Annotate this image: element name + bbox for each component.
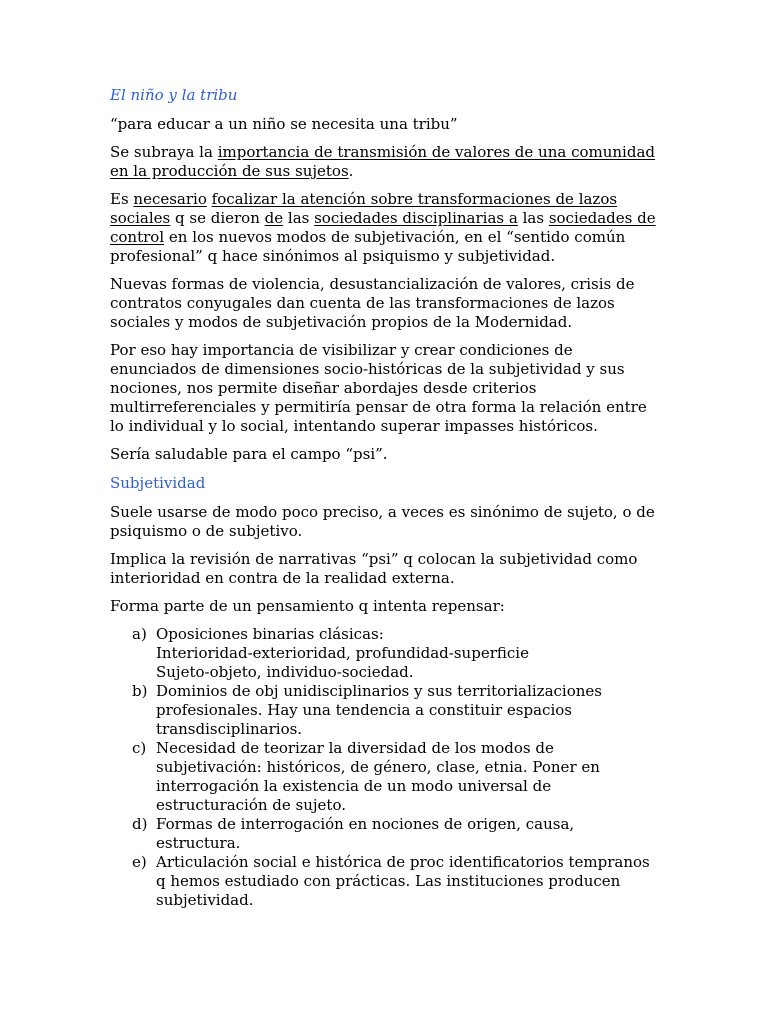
text-run: Es [110,190,134,208]
list-item-line: Sujeto-objeto, individuo-sociedad. [156,663,414,681]
text-run: las [517,209,549,227]
paragraph-visibilizar: Por eso hay importancia de visibilizar y crear condiciones de enunciados de dimensiones socio-históricas de la subjetividad y sus nociones, nos permite diseñar abordajes desde criterios multirreferenciales y permitiría pensar de otra forma la relación entre lo individual y lo social, intentando superar impasses históricos. [110,341,647,435]
list-marker: b) [132,682,148,700]
underlined-text: necesario [133,190,207,208]
list-item-text: Articulación social e histórica de proc identificatorios tempranos q hemos estudiado con prácticas. Las instituciones producen subjetividad. [156,853,650,909]
list-item-text: Necesidad de teorizar la diversidad de los modos de subjetivación: históricos, de género, clase, etnia. Poner en interrogación la existencia de un modo universal de estructuración de sujeto. [156,739,600,814]
paragraph-narrativas: Implica la revisión de narrativas “psi” q colocan la subjetividad como interioridad en contra de la realidad externa. [110,550,638,587]
list-item [110,739,660,815]
underlined-text: importancia de transmisión de valores de una comunidad en la producción de sus sujetos [110,143,655,180]
list-item [110,682,660,739]
list-item [110,815,660,853]
list-item-line: Oposiciones binarias clásicas: [156,625,384,643]
underlined-text: sociedades de control [110,209,656,246]
underlined-text: sociedades disciplinarias a [314,209,518,227]
paragraph-nuevas-formas: Nuevas formas de violencia, desustancialización de valores, crisis de contratos conyugales dan cuenta de las transformaciones de lazos sociales y modos de subjetivación propios de la Modernidad. [110,275,635,331]
list-item-text: Dominios de obj unidisciplinarios y sus territorializaciones profesionales. Hay una tendencia a constituir espacios transdisciplinarios. [156,682,602,738]
list-item-text: Formas de interrogación en nociones de origen, causa, estructura. [156,815,575,852]
paragraph-definicion: Suele usarse de modo poco preciso, a veces es sinónimo de sujeto, o de psiquismo o de subjetivo. [110,503,655,540]
paragraph-repensar: Forma parte de un pensamiento q intenta repensar: [110,597,505,615]
list-item-line: Interioridad-exterioridad, profundidad-superficie [156,644,529,662]
text-run: las [283,209,315,227]
list-marker: d) [132,815,148,833]
paragraph-lazos-sociales [110,190,660,266]
list-marker: c) [132,739,147,757]
text-run: q se dieron [170,209,265,227]
repensar-list [110,625,660,910]
quote-paragraph: “para educar a un niño se necesita una tribu” [110,115,458,133]
text-run: Se subraya la [110,143,218,161]
list-marker: e) [132,853,147,871]
list-item [110,625,660,682]
paragraph-transmision [110,143,660,181]
list-marker: a) [132,625,147,643]
paragraph-campo-psi: Sería saludable para el campo “psi”. [110,445,388,463]
text-run: en los nuevos modos de subjetivación, en el “sentido común profesional” q hace sinónimos al psiquismo y subjetividad. [110,228,626,265]
document-title: El niño y la tribu [110,86,238,104]
underlined-text: focalizar la atención sobre transformaciones de lazos sociales [110,190,618,227]
document-page [110,84,660,910]
section-heading-subjetividad: Subjetividad [110,474,206,492]
underlined-text: de [264,209,284,227]
text-run: . [348,162,354,180]
list-item [110,853,660,910]
